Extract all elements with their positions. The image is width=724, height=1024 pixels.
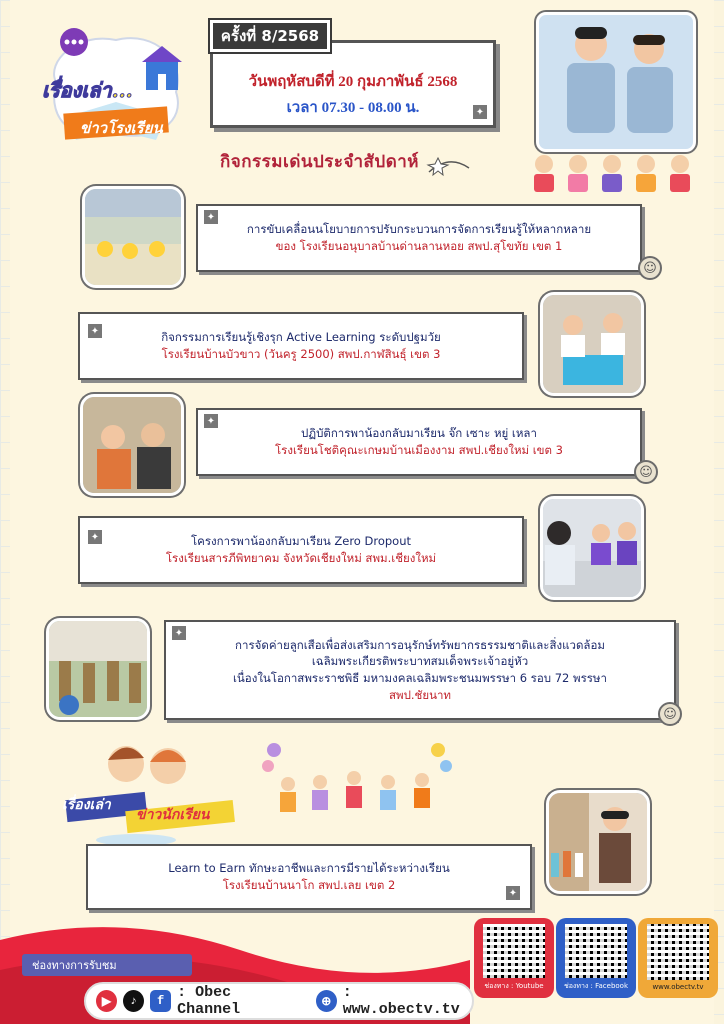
- item-1-title: การขับเคลื่อนนโยบายการปรับกระบวนการจัดการเรียนรู้ให้หลากหลาย: [246, 222, 592, 237]
- qr-caption: www.obectv.tv: [652, 983, 704, 991]
- student-school: โรงเรียนบ้านนาโก สพป.เลย เขต 2: [222, 878, 396, 892]
- item-4-card: [78, 516, 524, 584]
- item-4-photo: [540, 496, 644, 600]
- item-5-title-2: เฉลิมพระเกียรติพระบาทสมเด็จพระเจ้าอยู่หัว: [311, 654, 529, 669]
- section-title: กิจกรรมเด่นประจำสัปดาห์: [220, 152, 420, 172]
- star-icon: ✦: [506, 886, 520, 900]
- time-text: เวลา 07.30 - 08.00 น.: [286, 100, 420, 116]
- globe-icon: ⊕: [316, 990, 337, 1012]
- item-5-title-3: เนื่องในโอกาสพระราชพิธี มหามงคลเฉลิมพระชนมพรรษา 6 รอบ 72 พรรษา: [233, 671, 607, 685]
- student-logo-line2: ข่าวนักเรียน: [136, 807, 210, 823]
- channel-label: ช่องทางการรับชม: [22, 954, 192, 976]
- item-5-title-1: การจัดค่ายลูกเสือเพื่อส่งเสริมการอนุรักษ์ทรัพยากรธรรมชาติและสิ่งแวดล้อม: [235, 637, 605, 652]
- channel-bar: [84, 982, 474, 1020]
- item-1-photo: [82, 186, 184, 288]
- children-balloons-illustration: [262, 740, 452, 832]
- star-icon: ✦: [172, 626, 186, 640]
- item-2-card: [78, 312, 524, 380]
- item-1-school: ของ โรงเรียนอนุบาลบ้านด่านลานหอย สพป.สุโขทัย เขต 1: [275, 239, 563, 253]
- item-3-photo: [80, 394, 184, 496]
- date-panel: [210, 40, 496, 128]
- item-5-card: [164, 620, 676, 720]
- student-title: Learn to Earn ทักษะอาชีพและการมีรายได้ระหว่างเรียน: [168, 861, 450, 876]
- student-news-logo: [56, 736, 246, 846]
- qr-youtube[interactable]: [474, 918, 554, 998]
- item-2-school: โรงเรียนบ้านบัวขาว (วันครู 2500) สพป.กาฬสินธุ์ เขต 3: [161, 347, 441, 361]
- smiley-icon: ☺: [634, 460, 658, 484]
- item-3-school: โรงเรียนโชติคุณะเกษมบ้านเมืองงาม สพป.เชียงใหม่ เขต 3: [275, 443, 563, 457]
- item-4-title: โครงการพาน้องกลับมาเรียน Zero Dropout: [190, 534, 411, 549]
- star-icon: ✦: [473, 105, 487, 119]
- star-icon: ✦: [204, 414, 218, 428]
- item-2-title: กิจกรรมการเรียนรู้เชิงรุก Active Learning ระดับปฐมวัย: [161, 330, 441, 345]
- item-2-photo: [540, 292, 644, 396]
- logo-title-line2: ข่าวโรงเรียน: [80, 119, 163, 137]
- website-link[interactable]: : www.obectv.tv: [342, 984, 460, 1018]
- kids-illustration: [528, 148, 700, 200]
- tiktok-icon[interactable]: ♪: [123, 990, 144, 1012]
- item-1-card: [196, 204, 642, 272]
- star-icon: ✦: [88, 530, 102, 544]
- date-text: วันพฤหัสบดีที่ 20 กุมภาพันธ์ 2568: [248, 74, 458, 90]
- star-icon: ✦: [88, 324, 102, 338]
- qr-code: [565, 924, 627, 978]
- smiley-icon: ☺: [638, 256, 662, 280]
- channel-name: : Obec Channel: [177, 984, 241, 1018]
- sparkle-icon: [424, 152, 474, 186]
- item-4-school: โรงเรียนสารภีพิทยาคม จังหวัดเชียงใหม่ สพม.เชียงใหม่: [165, 551, 437, 565]
- qr-code: [647, 924, 709, 980]
- qr-caption: ช่องทาง : Facebook: [563, 982, 629, 990]
- smiley-icon: ☺: [658, 702, 682, 726]
- qr-website[interactable]: [638, 918, 718, 998]
- item-5-photo: [46, 618, 150, 720]
- item-3-title: ปฏิบัติการพาน้องกลับมาเรียน จ๊ก เซาะ หยู่ เหลา: [301, 426, 537, 441]
- student-photo: [546, 790, 650, 894]
- issue-tag: ครั้งที่ 8/2568: [210, 20, 330, 52]
- star-icon: ✦: [204, 210, 218, 224]
- logo-title-line1: เรื่องเล่า...: [42, 78, 133, 102]
- school-news-logo: [36, 22, 196, 162]
- qr-facebook[interactable]: [556, 918, 636, 998]
- item-3-card: [196, 408, 642, 476]
- qr-code: [483, 924, 545, 978]
- student-logo-line1: เรื่องเล่า: [62, 797, 111, 813]
- qr-caption: ช่องทาง : Youtube: [484, 982, 544, 990]
- youtube-icon[interactable]: ▶: [96, 990, 117, 1012]
- item-5-school: สพป.ชัยนาท: [389, 687, 451, 702]
- hosts-photo: [536, 12, 696, 152]
- facebook-icon[interactable]: f: [150, 990, 171, 1012]
